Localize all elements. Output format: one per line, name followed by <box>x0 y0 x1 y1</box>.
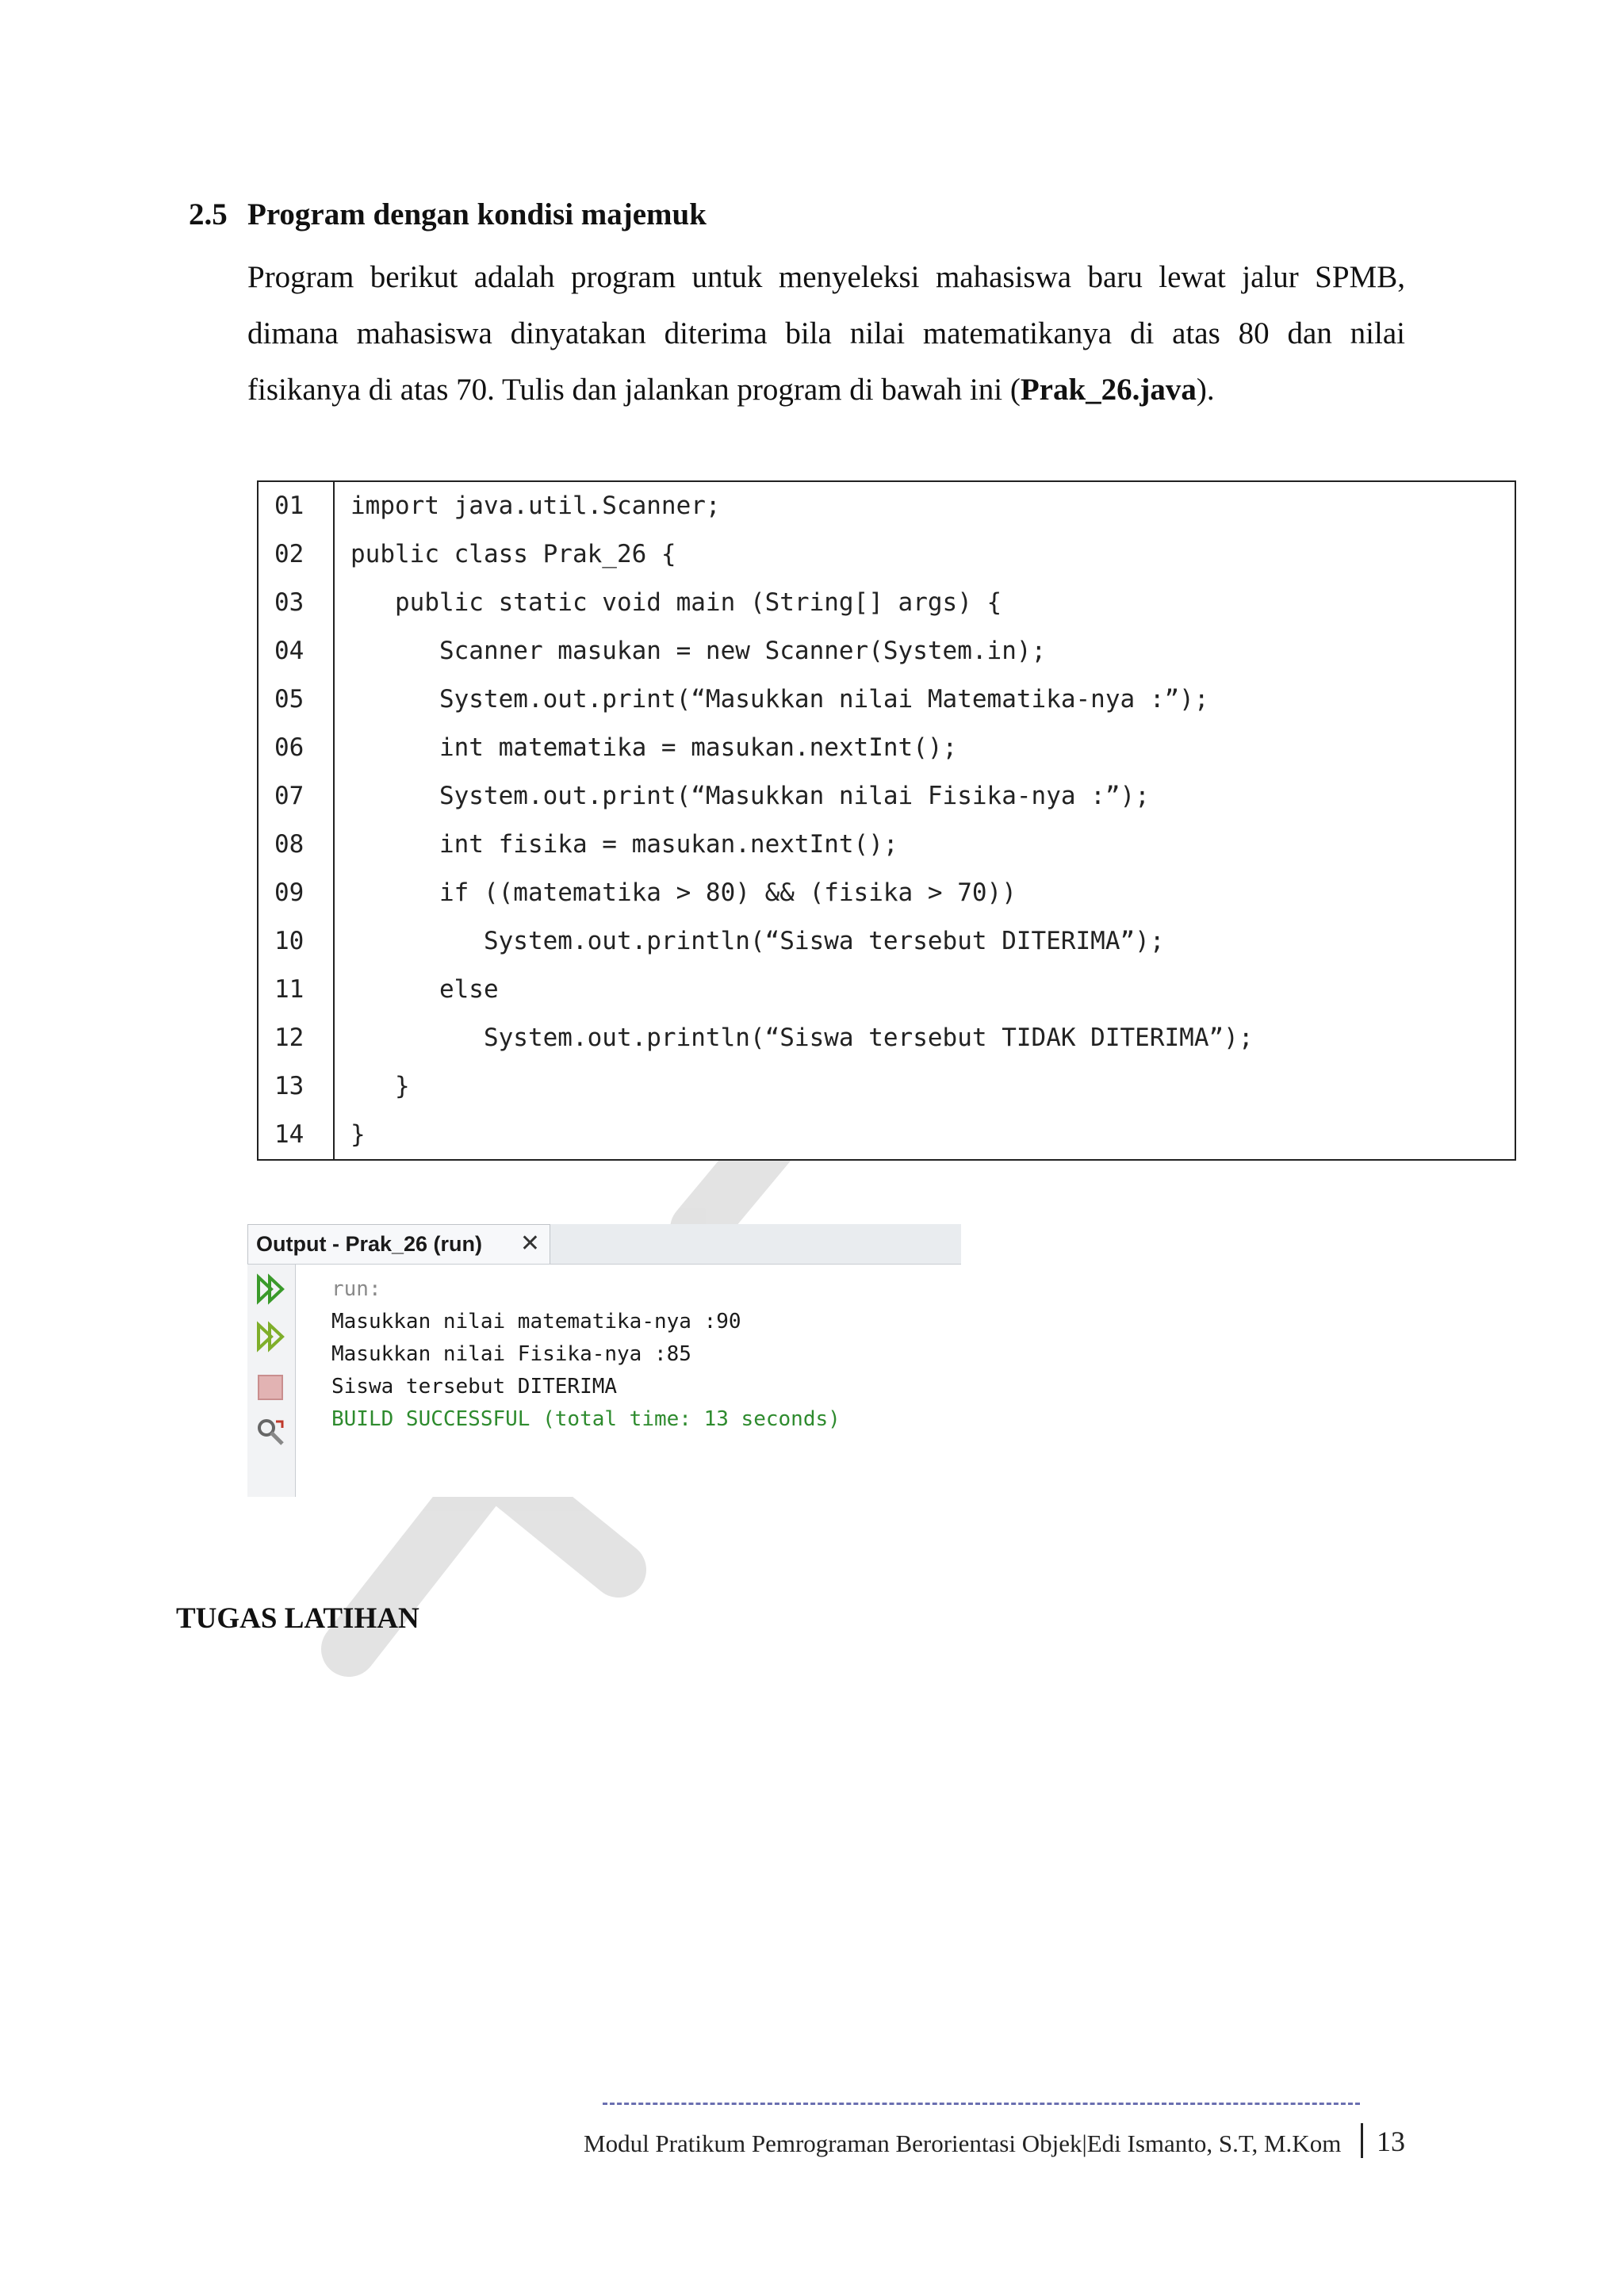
page-number: 13 <box>1377 2126 1405 2157</box>
code-line <box>259 1014 1511 1062</box>
section-title: Program dengan kondisi majemuk <box>247 197 707 232</box>
code-text: System.out.print(“Masukkan nilai Matematika-nya :”); <box>350 685 1209 714</box>
code-line <box>259 772 1511 821</box>
code-line <box>259 627 1511 675</box>
output-tab-bar <box>247 1224 961 1265</box>
code-text: import java.util.Scanner; <box>350 492 721 520</box>
code-line <box>259 675 1511 724</box>
output-line: Masukkan nilai Fisika-nya :85 <box>331 1342 691 1366</box>
code-line <box>259 482 1511 530</box>
rerun-icon[interactable] <box>254 1272 287 1306</box>
code-line <box>259 530 1511 579</box>
code-text: System.out.print(“Masukkan nilai Fisika-nya :”); <box>350 782 1150 810</box>
line-number: 13 <box>274 1072 304 1100</box>
code-line <box>259 1111 1511 1159</box>
line-number: 01 <box>274 492 304 520</box>
code-line <box>259 966 1511 1014</box>
line-number: 04 <box>274 637 304 665</box>
footer-divider <box>603 2103 1360 2105</box>
section-number: 2.5 <box>189 197 228 232</box>
code-text: public static void main (String[] args) { <box>350 588 1002 617</box>
paragraph-text: Program berikut adalah program untuk menyeleksi mahasiswa baru lewat jalur SPMB, dimana mahasiswa dinyatakan diterima bila nilai matematikanya di atas 80 dan nilai fisikanya di atas 70. Tulis dan jalankan program di bawah ini ( <box>247 260 1405 407</box>
output-line: Siswa tersebut DITERIMA <box>331 1375 618 1399</box>
code-text: } <box>350 1120 366 1149</box>
code-line <box>259 724 1511 772</box>
line-number: 12 <box>274 1024 304 1052</box>
code-text: System.out.println(“Siswa tersebut DITERIMA”); <box>350 927 1165 955</box>
output-run-label: run: <box>331 1277 381 1301</box>
intro-paragraph <box>247 249 1405 418</box>
line-number: 05 <box>274 685 304 714</box>
output-tab-title: Output - Prak_26 (run) <box>256 1232 483 1256</box>
settings-icon[interactable] <box>254 1415 287 1448</box>
line-number: 07 <box>274 782 304 810</box>
code-text: public class Prak_26 { <box>350 540 676 568</box>
code-line <box>259 869 1511 917</box>
code-text: } <box>350 1072 410 1100</box>
footer-text: Modul Pratikum Pemrograman Berorientasi Objek|Edi Ismanto, S.T, M.Kom <box>584 2130 1342 2157</box>
code-text: int matematika = masukan.nextInt(); <box>350 733 958 762</box>
line-number: 03 <box>274 588 304 617</box>
line-number: 08 <box>274 830 304 859</box>
output-window <box>247 1224 961 1497</box>
build-status-line: BUILD SUCCESSFUL (total time: 13 seconds) <box>331 1407 841 1431</box>
line-number: 02 <box>274 540 304 568</box>
line-number: 14 <box>274 1120 304 1149</box>
output-line: Masukkan nilai matematika-nya :90 <box>331 1310 741 1334</box>
close-icon[interactable]: ✕ <box>519 1230 540 1257</box>
code-line <box>259 579 1511 627</box>
line-number: 06 <box>274 733 304 762</box>
code-text: if ((matematika > 80) && (fisika > 70)) <box>350 878 1017 907</box>
code-text: else <box>350 975 499 1004</box>
line-number: 10 <box>274 927 304 955</box>
code-text: Scanner masukan = new Scanner(System.in); <box>350 637 1047 665</box>
stop-icon[interactable] <box>254 1371 287 1404</box>
rerun-with-params-icon[interactable] <box>254 1320 287 1353</box>
code-line <box>259 821 1511 869</box>
footer-separator <box>1361 2123 1363 2158</box>
code-text: int fisika = masukan.nextInt(); <box>350 830 898 859</box>
code-listing <box>257 480 1516 1161</box>
code-text: System.out.println(“Siswa tersebut TIDAK DITERIMA”); <box>350 1024 1254 1052</box>
output-tab[interactable] <box>247 1224 550 1264</box>
output-toolbar <box>247 1265 296 1497</box>
file-name: Prak_26.java <box>1020 373 1197 407</box>
paragraph-end: ). <box>1196 373 1215 407</box>
tugas-latihan-heading: TUGAS LATIHAN <box>176 1602 419 1635</box>
line-number: 11 <box>274 975 304 1004</box>
line-number: 09 <box>274 878 304 907</box>
code-line <box>259 1062 1511 1111</box>
code-line <box>259 917 1511 966</box>
section-heading <box>189 197 707 232</box>
